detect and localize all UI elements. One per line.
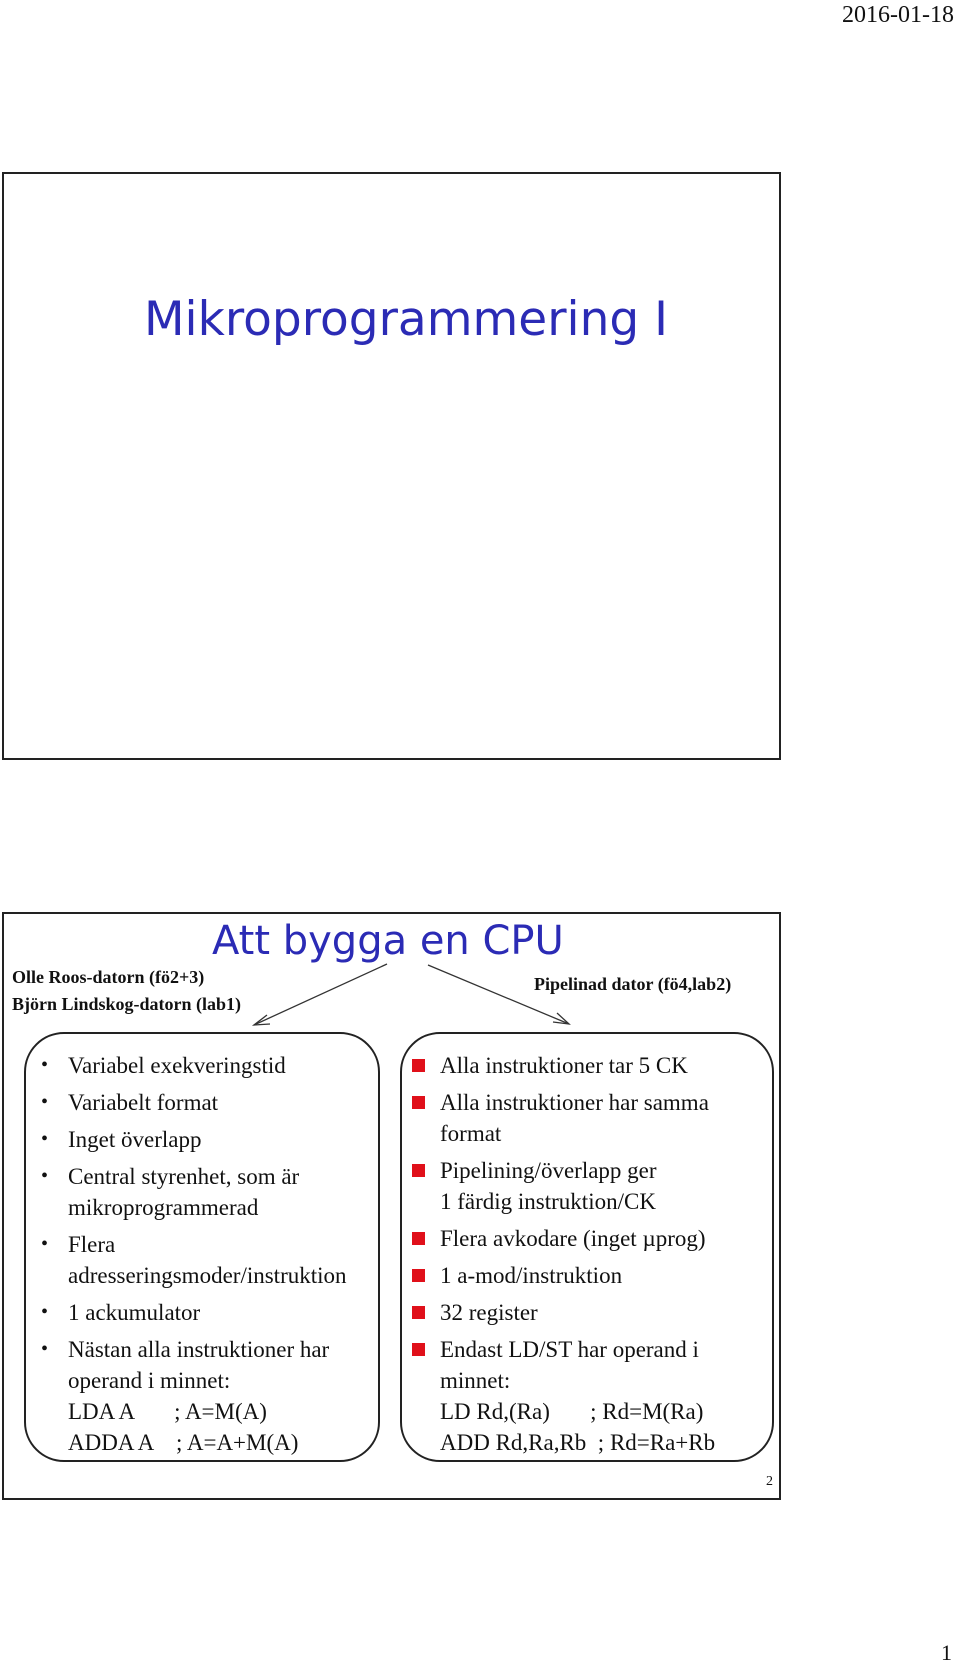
item-text: Flera avkodare (inget µprog) [440, 1226, 706, 1251]
item-text: 1 ackumulator [68, 1300, 201, 1325]
right-column-heading: Pipelinad dator (fö4,lab2) [534, 974, 732, 994]
left-bullet-list [36, 1050, 347, 1462]
bullet-dot-icon: • [41, 1338, 49, 1360]
code-line: ADDA A ; A=A+M(A) [68, 1430, 299, 1455]
item-text: Alla instruktioner har samma [440, 1090, 709, 1115]
item-text: Inget överlapp [68, 1127, 202, 1152]
document-date: 2016-01-18 [842, 2, 954, 28]
arrows-diagram [4, 914, 779, 1034]
item-text: format [440, 1121, 502, 1146]
item-text: 32 register [440, 1300, 538, 1325]
code-line: LDA A ; A=M(A) [68, 1399, 267, 1424]
list-item [410, 1050, 715, 1081]
item-text: 1 färdig instruktion/CK [440, 1189, 656, 1214]
square-bullet-icon [412, 1096, 425, 1109]
list-item [410, 1223, 715, 1254]
list-item [36, 1334, 347, 1458]
heading-line: Olle Roos-datorn (fö2+3) [12, 967, 205, 987]
item-text: minnet: [440, 1368, 511, 1393]
item-text: Variabel exekveringstid [68, 1053, 286, 1078]
list-item [410, 1155, 715, 1217]
item-text: Variabelt format [68, 1090, 219, 1115]
item-text: Pipelining/överlapp ger [440, 1158, 657, 1183]
square-bullet-icon [412, 1059, 425, 1072]
list-item [36, 1050, 347, 1081]
arrow-left-head [254, 1015, 270, 1025]
slide-2 [2, 912, 781, 1500]
item-text: adresseringsmoder/instruktion [68, 1263, 347, 1288]
bullet-dot-icon: • [41, 1301, 49, 1323]
right-bullet-list [410, 1050, 715, 1462]
list-item [36, 1229, 347, 1291]
item-text: Flera [68, 1232, 116, 1257]
item-text: Alla instruktioner tar 5 CK [440, 1053, 688, 1078]
item-text: mikroprogrammerad [68, 1195, 259, 1220]
item-text: operand i minnet: [68, 1368, 231, 1393]
heading-line: Björn Lindskog-datorn (lab1) [12, 994, 242, 1014]
bullet-dot-icon: • [41, 1128, 49, 1150]
square-bullet-icon [412, 1232, 425, 1245]
item-text: 1 a-mod/instruktion [440, 1263, 623, 1288]
page-number: 1 [941, 1640, 952, 1665]
square-bullet-icon [412, 1164, 425, 1177]
item-text: Nästan alla instruktioner har [68, 1337, 330, 1362]
item-text: Central styrenhet, som är [68, 1164, 300, 1189]
list-item [410, 1087, 715, 1149]
square-bullet-icon [412, 1343, 425, 1356]
bullet-dot-icon: • [41, 1054, 49, 1076]
square-bullet-icon [412, 1306, 425, 1319]
code-line: LD Rd,(Ra) ; Rd=M(Ra) [440, 1399, 704, 1424]
code-line: ADD Rd,Ra,Rb ; Rd=Ra+Rb [440, 1430, 716, 1455]
list-item [410, 1260, 715, 1291]
list-item [36, 1124, 347, 1155]
bullet-dot-icon: • [41, 1165, 49, 1187]
arrow-left [254, 964, 387, 1025]
list-item [36, 1087, 347, 1118]
list-item [36, 1297, 347, 1328]
item-text: Endast LD/ST har operand i [440, 1337, 699, 1362]
bullet-dot-icon: • [41, 1233, 49, 1255]
bullet-dot-icon: • [41, 1091, 49, 1113]
slide-number: 2 [766, 1474, 773, 1489]
list-item [410, 1334, 715, 1458]
square-bullet-icon [412, 1269, 425, 1282]
arrow-right [428, 965, 569, 1024]
cisc-properties-panel [24, 1032, 380, 1462]
slide-title: Att bygga en CPU [212, 918, 564, 964]
slide-1 [2, 172, 781, 760]
list-item [36, 1161, 347, 1223]
pipeline-properties-panel [400, 1032, 774, 1462]
slide-title: Mikroprogrammering I [144, 292, 668, 347]
list-item [410, 1297, 715, 1328]
